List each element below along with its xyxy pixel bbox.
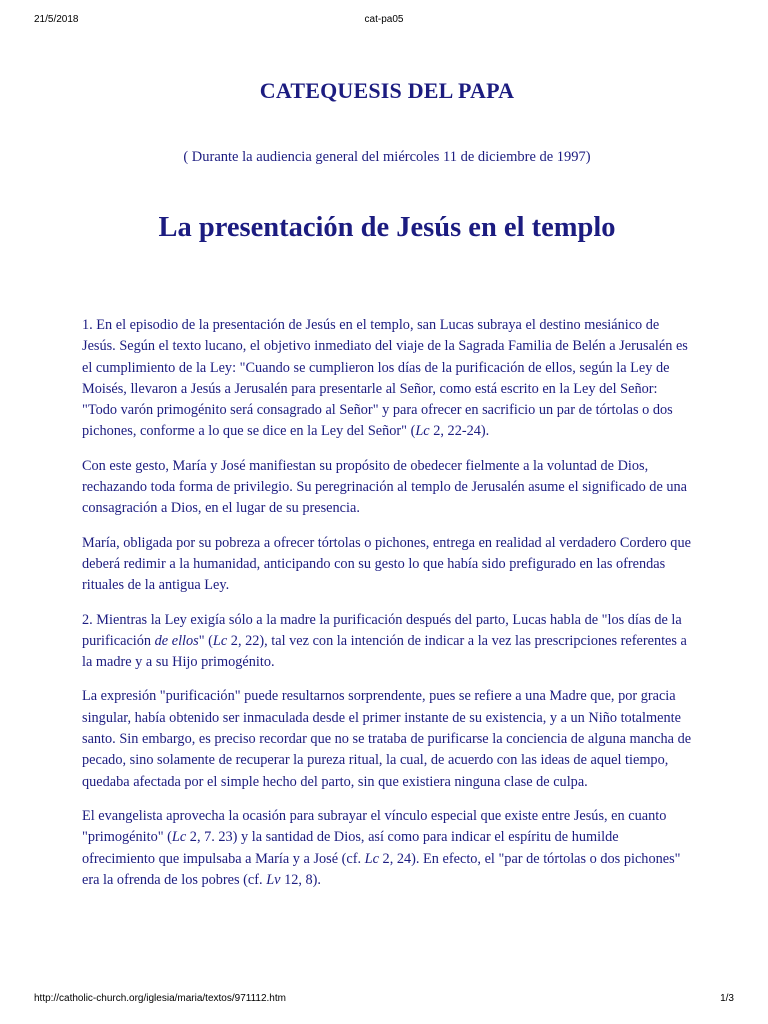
text-run: 2, 22-24). (429, 423, 490, 440)
italic-text: Lc (171, 829, 187, 846)
paragraph (82, 806, 692, 891)
italic-text: Lc (364, 850, 379, 867)
text-run: 1. En el episodio de la presentación de Jesús en el templo, san Lucas subraya el destino mesiánico de Jesús. Según el texto lucano, el objetivo inmediato del viaje de la Sagrada Familia de Belén a Jerusalén es el cumplimiento de la Ley: "Cuando se cumplieron los días de la purificación de ellos, según la Ley de Moisés, llevaron a Jesús a Jerusalén para presentarle al Señor, como está escrito en la Ley del Señor: "Todo varón primogénito será consagrado al Señor" y para ofrecer en sacrificio un par de tórtolas o dos pichones, conforme a lo que se dice en la Ley del Señor" ( (82, 317, 688, 440)
print-url: http://catholic-church.org/iglesia/maria/textos/971112.htm (34, 993, 286, 1004)
paragraph (82, 456, 692, 520)
text-run: 2, 7. 23) y la santidad de Dios, así como para indicar el espíritu de humilde ofrecimiento que impulsaba a María y a José (cf. (82, 829, 619, 867)
print-date: 21/5/2018 (34, 14, 79, 25)
paragraph (82, 610, 692, 674)
paragraph (82, 686, 692, 792)
text-run: El evangelista aprovecha la ocasión para subrayar el vínculo especial que existe entre Jesús, en cuanto "primogénito" ( (82, 807, 667, 846)
paragraph (82, 533, 692, 597)
italic-text: Lc (212, 632, 228, 649)
document-body (82, 315, 692, 891)
italic-text: Lc (415, 423, 430, 440)
print-doc-title: cat-pa05 (364, 14, 404, 25)
document-title: La presentación de Jesús en el templo (158, 212, 616, 243)
text-run: 2, 24). En efecto, el "par de tórtolas o dos pichones" era la ofrenda de los pobres (cf. (82, 850, 681, 888)
text-run: Con este gesto, María y José manifiestan su propósito de obedecer fielmente a la voluntad de Dios, rechazando toda forma de privilegio. Su peregrinación al templo de Jerusalén asume el significado de una consagración a Dios, en el lugar de su presencia. (82, 457, 688, 517)
text-run: 12, 8). (280, 871, 322, 888)
italic-text: de ellos (154, 632, 199, 649)
paragraph (82, 315, 692, 443)
text-run: 2, 22), tal vez con la intención de indicar a la vez las prescripciones referentes a la madre y a su Hijo primogénito. (82, 632, 687, 671)
print-footer (0, 993, 768, 1007)
text-run: María, obligada por su pobreza a ofrecer tórtolas o pichones, entrega en realidad al verdadero Cordero que deberá redimir a la humanidad, anticipando con su gesto lo que había sido prefigurado en las ofrendas rituales de la antigua Ley. (82, 534, 691, 594)
print-header (0, 14, 768, 28)
page-number: 1/3 (720, 993, 734, 1004)
text-run: 2. Mientras la Ley exigía sólo a la madre la purificación después del parto, Lucas habla de "los días de la purificación (82, 611, 682, 649)
document-heading: CATEQUESIS DEL PAPA (259, 78, 515, 103)
text-run: " ( (198, 632, 213, 649)
document-subtitle: ( Durante la audiencia general del miércoles 11 de diciembre de 1997) (183, 149, 591, 165)
document-content (82, 78, 692, 904)
italic-text: Lv (266, 871, 281, 888)
text-run: La expresión "purificación" puede resultarnos sorprendente, pues se refiere a una Madre que, por gracia singular, había obtenido ser inmaculada desde el primer instante de su existencia, y a un Niño totalmente santo. Sin embargo, es preciso recordar que no se trataba de purificarse la conciencia de alguna mancha de pecado, sino solamente de recuperar la pureza ritual, la cual, de acuerdo con las ideas de aquel tiempo, quedaba afectada por el simple hecho del parto, sin que existiera ninguna clase de culpa. (82, 688, 692, 790)
